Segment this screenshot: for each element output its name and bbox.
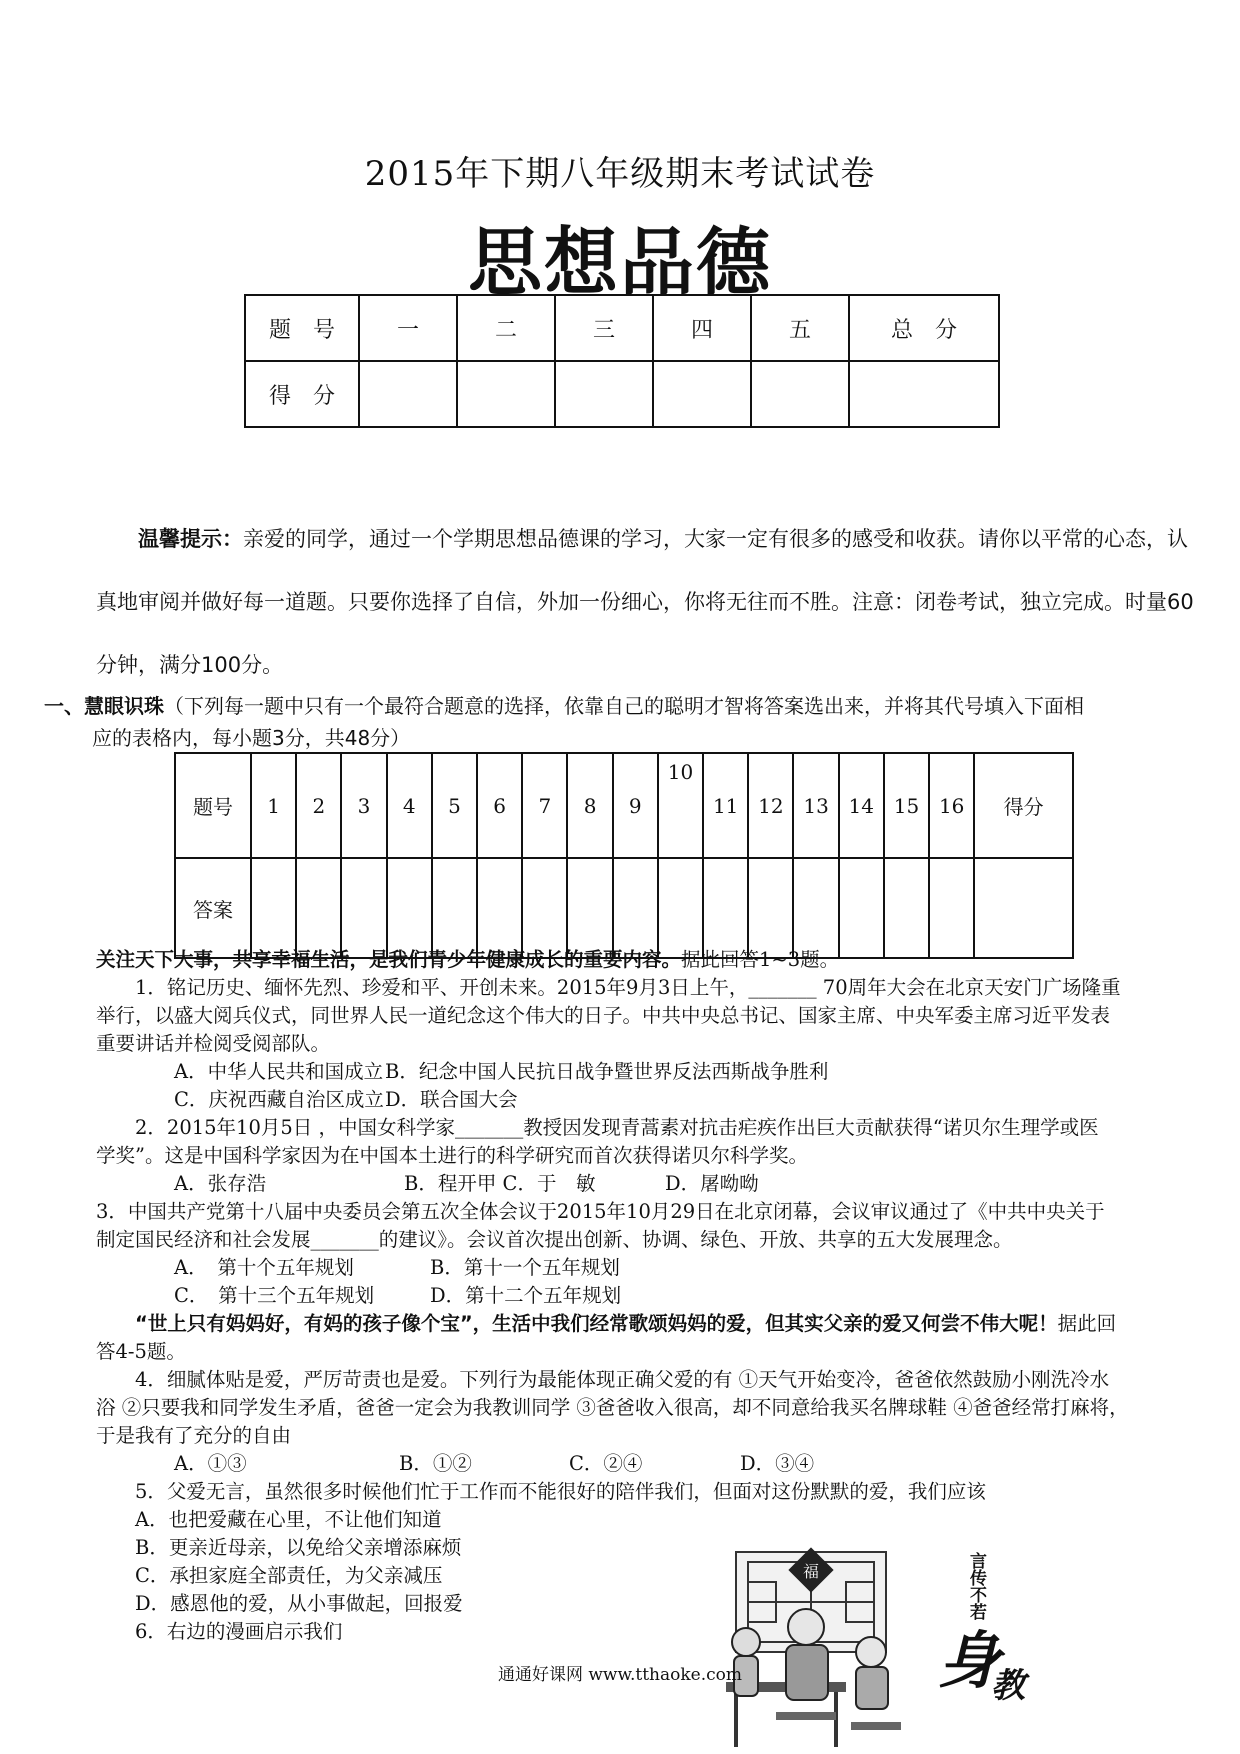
lead-1-tail: 据此回答1~3题。 [681, 948, 840, 971]
score-input-cell[interactable] [457, 361, 555, 427]
q6-line: 6．右边的漫画启示我们 [135, 1620, 343, 1643]
option[interactable]: A．①③ [174, 1452, 247, 1475]
q5-line: 5．父爱无言，虽然很多时候他们忙于工作而不能很好的陪伴我们，但面对这份默默的爱，我们应该 [135, 1480, 986, 1503]
question-number: 4 [387, 753, 432, 858]
option[interactable]: C． 第十三个五年规划 [174, 1284, 375, 1307]
score-cell: 总 分 [849, 295, 999, 361]
answer-cell[interactable] [839, 858, 884, 958]
question-number: 11 [703, 753, 748, 858]
q3-options-row [96, 1282, 1206, 1310]
answer-cell[interactable] [387, 858, 432, 958]
option[interactable]: D．感恩他的爱，从小事做起，回报爱 [135, 1592, 463, 1615]
score-cell: 四 [653, 295, 751, 361]
footer-watermark: 通通好课网 www.tthaoke.com [497, 1665, 743, 1685]
score-table-score-row [245, 361, 999, 427]
option[interactable]: B．①② [399, 1452, 472, 1475]
question-number: 14 [839, 753, 884, 858]
score-input-cell[interactable] [359, 361, 457, 427]
question-number: 12 [748, 753, 793, 858]
q4-line: 浴 ②只要我和同学发生矛盾，爸爸一定会为我教训同学 ③爸爸收入很高，却不同意给我买名牌球鞋 ④爸爸经常打麻将， [96, 1396, 1129, 1419]
q3-line: 制定国民经济和社会发展_______的建议》。会议首次提出创新、协调、绿色、开放、共享的五大发展理念。 [96, 1228, 1013, 1251]
lead-2-tail-cont: 答4-5题。 [96, 1340, 186, 1363]
section-title: 慧眼识珠 [84, 694, 164, 718]
option[interactable]: C．承担家庭全部责任，为父亲减压 [135, 1564, 443, 1587]
question-number: 5 [432, 753, 477, 858]
answer-cell[interactable] [341, 858, 386, 958]
answer-cell[interactable] [567, 858, 612, 958]
question-number: 15 [884, 753, 929, 858]
answer-cell[interactable] [613, 858, 658, 958]
score-cell: 一 [359, 295, 457, 361]
q4-options-row [96, 1450, 1206, 1478]
cartoon-caption-big: 身 [938, 1624, 1001, 1697]
option[interactable]: C．②④ [569, 1452, 643, 1475]
answer-cell[interactable] [748, 858, 793, 958]
question-number: 7 [522, 753, 567, 858]
option[interactable]: A．中华人民共和国成立 [174, 1060, 384, 1083]
question-number: 2 [296, 753, 341, 858]
answer-score-cell[interactable] [974, 858, 1073, 958]
q2-line: 学奖”。这是中国科学家因为在中国本土进行的科学研究而首次获得诺贝尔科学奖。 [96, 1144, 808, 1167]
option[interactable]: A．张存浩 [174, 1172, 267, 1195]
answer-table [174, 752, 1074, 959]
section-instruction-cont: 应的表格内，每小题3分，共48分） [92, 726, 411, 750]
score-input-cell[interactable] [849, 361, 999, 427]
q3-line: 3．中国共产党第十八届中央委员会第五次全体会议于2015年10月29日在北京闭幕，会议审议通过了《中共中央关于 [96, 1200, 1105, 1223]
q4-line: 4．细腻体贴是爱，严厉苛责也是爱。下列行为最能体现正确父爱的有 ①天气开始变冷，爸爸依然鼓励小刚洗冷水 [135, 1368, 1110, 1391]
cartoon-caption-small: 教 [991, 1666, 1025, 1706]
answer-cell[interactable] [793, 858, 838, 958]
q4-line: 于是我有了充分的自由 [96, 1424, 292, 1447]
lead-2: “世上只有妈妈好，有妈的孩子像个宝”，生活中我们经常歌颂妈妈的爱，但其实父亲的爱又何尝不伟大呢！ [135, 1312, 1058, 1335]
answer-cell[interactable] [477, 858, 522, 958]
question-number: 13 [793, 753, 838, 858]
option[interactable]: D．屠呦呦 [665, 1172, 759, 1195]
q1-line: 1．铭记历史、缅怀先烈、珍爱和平、开创未来。2015年9月3日上午，_______ 70周年大会在北京天安门广场隆重 [135, 976, 1121, 999]
score-input-cell[interactable] [653, 361, 751, 427]
cartoon-illustration [706, 1532, 1046, 1752]
section-1-header [44, 690, 1204, 754]
option[interactable]: A． 第十个五年规划 [174, 1256, 354, 1279]
question-number: 1 [251, 753, 296, 858]
q1-line: 重要讲话并检阅受阅部队。 [96, 1032, 331, 1055]
tip-label: 温馨提示： [138, 527, 243, 551]
score-cell: 二 [457, 295, 555, 361]
answer-cell[interactable] [884, 858, 929, 958]
question-number: 3 [341, 753, 386, 858]
option[interactable]: D．联合国大会 [385, 1088, 518, 1111]
lead-1: 关注天下大事，共享幸福生活，是我们青少年健康成长的重要内容。 [96, 948, 682, 971]
answer-cell[interactable] [522, 858, 567, 958]
score-table-header-row [245, 295, 999, 361]
answer-cell[interactable] [703, 858, 748, 958]
subject-title: 思想品德 [468, 220, 772, 306]
answer-row-label: 题号 [175, 753, 251, 858]
answer-table-answer-row [175, 858, 1073, 958]
score-cell: 题 号 [245, 295, 359, 361]
answer-cell[interactable] [432, 858, 477, 958]
q2-line: 2．2015年10月5日 ，中国女科学家_______教授因发现青蒿素对抗击疟疾作出巨大贡献获得“诺贝尔生理学或医 [135, 1116, 1099, 1139]
question-number: 10 [658, 753, 703, 858]
lead-2-tail: 据此回 [1057, 1312, 1117, 1335]
exam-title: 2015年下期八年级期末考试试卷 [364, 154, 876, 194]
score-row-label: 得 分 [245, 361, 359, 427]
option[interactable]: D．③④ [740, 1452, 815, 1475]
answer-cell[interactable] [658, 858, 703, 958]
score-cell: 三 [555, 295, 653, 361]
tip-text: 亲爱的同学，通过一个学期思想品德课的学习，大家一定有很多的感受和收获。请你以平常的心态，认真地审阅并做好每一道题。只要你选择了自信，外加一份细心，你将无往而不胜。注意：闭卷考试，独立完成。时量60分钟，满分100分。 [96, 527, 1194, 677]
score-input-cell[interactable] [751, 361, 849, 427]
q1-line: 举行，以盛大阅兵仪式，同世界人民一道纪念这个伟大的日子。中共中央总书记、国家主席、中央军委主席习近平发表 [96, 1004, 1111, 1027]
answer-cell[interactable] [251, 858, 296, 958]
section-instruction: （下列每一题中只有一个最符合题意的选择，依靠自己的聪明才智将答案选出来，并将其代号填入下面相 [164, 694, 1084, 718]
option[interactable]: A．也把爱藏在心里，不让他们知道 [135, 1508, 442, 1531]
section-number: 一、 [44, 694, 84, 718]
answer-cell[interactable] [296, 858, 341, 958]
score-input-cell[interactable] [555, 361, 653, 427]
question-number: 16 [929, 753, 974, 858]
option[interactable]: B．纪念中国人民抗日战争暨世界反法西斯战争胜利 [385, 1060, 829, 1083]
fu-character: 福 [802, 1562, 820, 1581]
option[interactable]: C．庆祝西藏自治区成立 [174, 1088, 384, 1111]
q2-options-row [96, 1170, 1206, 1198]
score-cell: 五 [751, 295, 849, 361]
answer-score-label: 得分 [974, 753, 1073, 858]
answer-row-label: 答案 [175, 858, 251, 958]
answer-table-number-row [175, 753, 1073, 858]
cartoon-caption-vertical: 言传不若 [966, 1552, 986, 1620]
option[interactable]: D．第十二个五年规划 [430, 1284, 622, 1307]
question-number: 6 [477, 753, 522, 858]
q1-options-row [96, 1058, 1206, 1086]
warm-tip [96, 508, 1196, 697]
q3-options-row [96, 1254, 1206, 1282]
q1-options-row [96, 1086, 1206, 1114]
option[interactable]: B．更亲近母亲，以免给父亲增添麻烦 [135, 1536, 462, 1559]
answer-cell[interactable] [929, 858, 974, 958]
question-number: 9 [613, 753, 658, 858]
question-number: 8 [567, 753, 612, 858]
score-table [244, 294, 1000, 428]
option[interactable]: B．程开甲 C．于 敏 [404, 1172, 596, 1195]
option[interactable]: B．第十一个五年规划 [430, 1256, 620, 1279]
